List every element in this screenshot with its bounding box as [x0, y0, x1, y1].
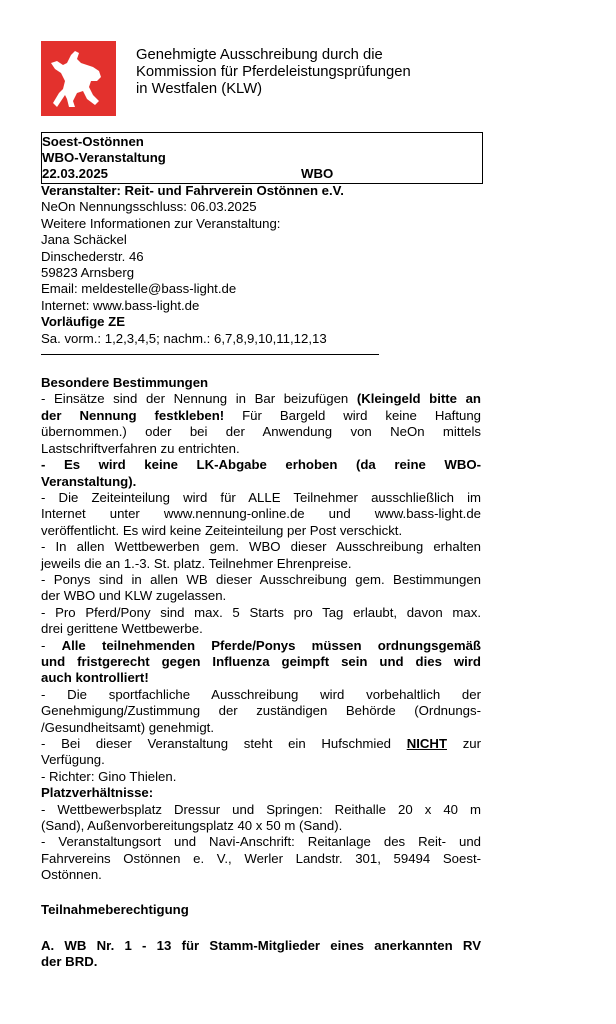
rule-text: /Gesundheitsamt) genehmigt. — [41, 719, 214, 735]
rule-text: - Ponys sind in allen WB dieser Ausschreibung gem. Bestimmungen — [41, 571, 481, 587]
event-box — [41, 132, 483, 184]
rule-text: übernommen.) oder bei der Anwendung von NeOn mittels — [41, 424, 481, 440]
schedule-title: Vorläufige ZE — [41, 314, 126, 330]
contact-name: Jana Schäckel — [41, 232, 127, 248]
event-title: WBO-Veranstaltung — [42, 150, 166, 165]
venue-title: Platzverhältnisse: — [41, 785, 154, 801]
rule-text: veröffentlicht. Es wird keine Zeiteinteilung per Post verschickt. — [41, 522, 403, 538]
rule-emphasis: Veranstaltung). — [41, 473, 137, 489]
rule-text: - Pro Pferd/Pony sind max. 5 Starts pro Tag erlaubt, davon max. — [41, 604, 481, 620]
rule-emphasis: auch kontrolliert! — [41, 670, 149, 686]
header-line: Genehmigte Ausschreibung durch die — [136, 47, 383, 63]
event-date: 22.03.2025 — [42, 166, 109, 181]
rule-item — [41, 605, 481, 638]
rule-text: Für Bargeld wird keine Haftung — [224, 407, 482, 423]
venue-item — [41, 834, 481, 883]
venue-text: - Veranstaltungsort und Navi-Anschrift: Reitanlage des Reit- und — [41, 834, 481, 850]
schedule-text: Sa. vorm.: 1,2,3,4,5; nachm.: 6,7,8,9,10,11,12,13 — [41, 330, 327, 346]
rules-title: Besondere Bestimmungen — [41, 375, 209, 391]
rule-emphasis: Alle teilnehmenden Pferde/Ponys müssen ordnungsgemäß — [61, 637, 481, 653]
rule-item — [41, 457, 481, 490]
contact-email: Email: meldestelle@bass-light.de — [41, 281, 237, 297]
rule-text: jeweils die an 1.-3. St. platz. Teilnehmer Ehrenpreise. — [41, 555, 352, 571]
rule-text: zur — [447, 736, 482, 751]
rule-text: - In allen Wettbewerben gem. WBO dieser Ausschreibung erhalten — [41, 539, 481, 555]
rule-text: - — [41, 637, 62, 653]
rule-item — [41, 736, 481, 769]
venue-text: Ostönnen. — [41, 867, 102, 883]
contact-website: Internet: www.bass-light.de — [41, 297, 200, 313]
rule-emphasis: NICHT — [406, 736, 447, 751]
rule-text: Lastschriftverfahren zu entrichten. — [41, 440, 240, 456]
rule-text: - Die sportfachliche Ausschreibung wird vorbehaltlich der — [41, 686, 481, 702]
organizer: Veranstalter: Reit- und Fahrverein Ostönnen e.V. — [41, 183, 344, 198]
venue-text: - Wettbewerbsplatz Dressur und Springen: Reithalle 20 x 40 m — [41, 801, 481, 817]
approval-header — [136, 47, 411, 98]
header-line: in Westfalen (KLW) — [136, 81, 263, 97]
header-line: Kommission für Pferdeleistungsprüfungen — [136, 64, 411, 80]
horse-icon — [41, 41, 116, 116]
venue-text: (Sand), Außenvorbereitungsplatz 40 x 50 m (Sand). — [41, 818, 343, 834]
rule-emphasis: - Es wird keine LK-Abgabe erhoben (da reine WBO- — [41, 457, 481, 473]
eligibility-text: der BRD. — [41, 954, 98, 970]
rule-text: - Bei dieser Veranstaltung steht ein Hufschmied — [41, 736, 407, 751]
document-body — [41, 183, 481, 971]
rule-item — [41, 391, 481, 457]
rule-text: - Einsätze sind der Nennung in Bar beizufügen — [41, 391, 357, 407]
eligibility-text: A. WB Nr. 1 - 13 für Stamm-Mitglieder eines anerkannten RV — [41, 938, 481, 954]
event-place: Soest-Ostönnen — [42, 134, 144, 149]
rule-item — [41, 638, 481, 687]
venue-text: Fahrvereins Ostönnen e. V., Werler Landstr. 301, 59494 Soest- — [41, 850, 481, 866]
more-info-label: Weitere Informationen zur Veranstaltung: — [41, 215, 281, 231]
eligibility-title: Teilnahmeberechtigung — [41, 901, 189, 917]
rule-text: der WBO und KLW zugelassen. — [41, 588, 227, 604]
entry-deadline: NeOn Nennungsschluss: 06.03.2025 — [41, 199, 257, 215]
event-type: WBO — [301, 166, 334, 181]
rule-text: Genehmigung/Zustimmung der zuständigen Behörde (Ordnungs- — [41, 703, 481, 719]
rule-emphasis: und fristgerecht gegen Influenza geimpft sein und dies wird — [41, 653, 481, 669]
venue-item — [41, 802, 481, 835]
westfalen-horse-logo — [41, 41, 116, 116]
contact-city: 59823 Arnsberg — [41, 265, 135, 281]
rule-emphasis: der Nennung festkleben! — [41, 407, 225, 423]
rule-text: Verfügung. — [41, 752, 105, 768]
rule-text: drei gerittene Wettbewerbe. — [41, 621, 203, 637]
contact-street: Dinschederstr. 46 — [41, 248, 144, 264]
rule-text: Internet unter www.nennung-online.de und www.bass-light.de — [41, 506, 481, 522]
rule-emphasis: (Kleingeld bitte an — [356, 391, 481, 407]
rule-item — [41, 490, 481, 539]
rule-item — [41, 572, 481, 605]
rule-item — [41, 539, 481, 572]
rule-item — [41, 687, 481, 736]
rule-text: - Die Zeiteinteilung wird für ALLE Teilnehmer ausschließlich im — [41, 489, 481, 505]
rule-item: - Richter: Gino Thielen. — [41, 768, 177, 784]
